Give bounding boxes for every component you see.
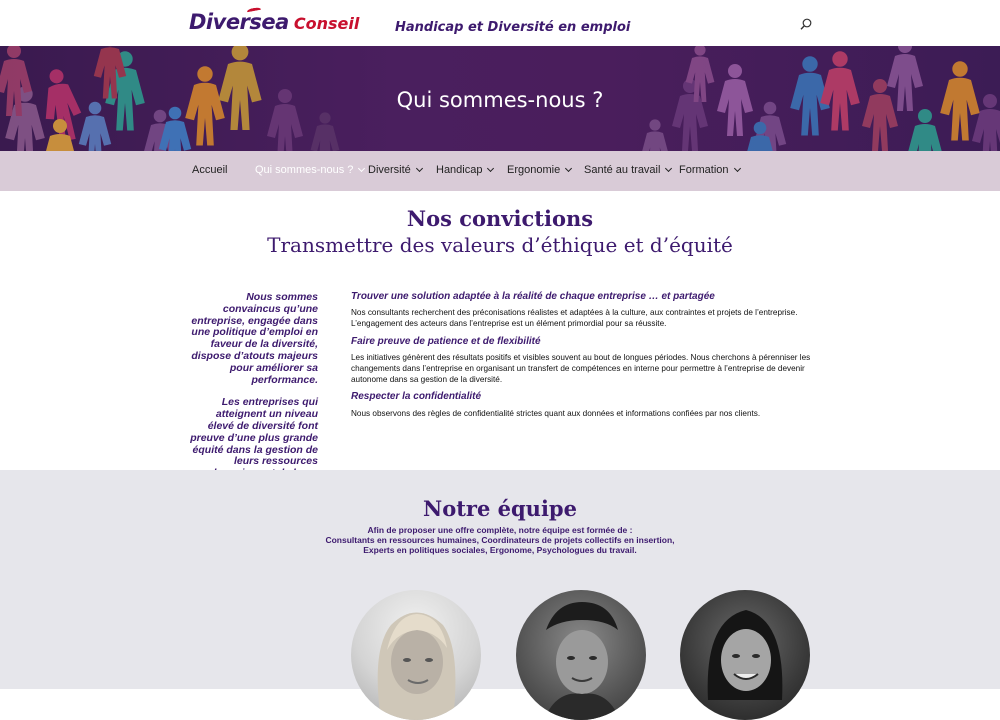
chevron-down-icon [358, 165, 365, 172]
team-description [0, 525, 1000, 555]
nav-item-diversite[interactable] [368, 164, 422, 176]
nav-item-label: Handicap [436, 164, 483, 176]
intro-paragraph: Nous sommes convaincus qu’une entreprise, engagée dans une politique d’emploi en faveur de la diversité, dispose d’atouts majeurs pour améliorer sa performance. [191, 291, 318, 386]
nav-item-accueil[interactable] [192, 164, 227, 176]
site-tagline: Handicap et Diversité en emploi [395, 20, 631, 35]
chevron-down-icon [665, 165, 672, 172]
team-member-photo [680, 590, 810, 720]
convictions-details [351, 291, 811, 425]
search-icon[interactable] [800, 17, 812, 29]
team-title: Notre équipe [423, 496, 577, 521]
team-description-line: Consultants en ressources humaines, Coordinateurs de projets collectifs en insertion, [325, 535, 675, 545]
nav-item-label: Ergonomie [507, 164, 561, 176]
conviction-text: Nos consultants recherchent des préconisations réalistes et adaptées à la culture, aux contraintes et projets de l’entreprise. L’engagement des acteurs dans l’entreprise est un élément primordial pour sa réussite. [351, 308, 798, 329]
nav-item-label: Santé au travail [584, 164, 661, 176]
team-description-line: Afin de proposer une offre complète, notre équipe est formée de : [367, 525, 633, 535]
convictions-title: Nos convictions [406, 206, 594, 231]
intro-paragraph: Les entreprises qui atteignent un niveau élevé de diversité font preuve d’une plus grande équité dans la gestion de leurs ressources [190, 396, 318, 468]
logo-main-text: Diversea [189, 10, 289, 34]
chevron-down-icon [487, 165, 494, 172]
conviction-text: Nous observons des règles de confidentialité strictes quant aux données et informations confiées par nos clients. [351, 408, 761, 418]
chevron-down-icon [733, 165, 740, 172]
logo-sub-text: Conseil [293, 14, 360, 33]
page-title: Qui sommes-nous ? [396, 88, 604, 112]
conviction-heading: Trouver une solution adaptée à la réalité de chaque entreprise … et partagée [351, 291, 715, 302]
chevron-down-icon [565, 165, 572, 172]
nav-item-label: Formation [679, 164, 729, 176]
team-section [0, 470, 1000, 689]
conviction-heading: Faire preuve de patience et de flexibilité [351, 335, 541, 347]
team-member-photo [516, 590, 646, 720]
convictions-subtitle: Transmettre des valeurs d’éthique et d’équité [267, 233, 733, 257]
hero-banner [0, 46, 1000, 151]
team-member-photo [351, 590, 481, 720]
nav-item-label: Accueil [192, 164, 228, 176]
nav-item-sante-au-travail[interactable] [584, 164, 671, 176]
nav-item-label: Diversité [368, 164, 411, 176]
site-logo[interactable] [189, 10, 359, 38]
nav-item-label: Qui sommes-nous ? [255, 164, 354, 176]
conviction-text: Les initiatives génèrent des résultats positifs et visibles souvent au bout de longues périodes. Nous cherchons à pérenniser les changements dans l’entreprise en organisant un transfert de compétences en interne pour permettre à l’entreprise de devenir autonome dans sa gestion de la diversité. [351, 352, 811, 385]
nav-item-formation[interactable] [679, 164, 740, 176]
main-nav [0, 151, 1000, 191]
top-header [0, 0, 1000, 46]
conviction-heading: Respecter la confidentialité [351, 391, 482, 403]
team-description-line: Experts en politiques sociales, Ergonome, Psychologues du travail. [363, 545, 637, 555]
nav-item-ergonomie[interactable] [507, 164, 571, 176]
nav-item-qui-sommes-nous[interactable] [255, 164, 364, 176]
chevron-down-icon [416, 165, 423, 172]
nav-item-handicap[interactable] [436, 164, 493, 176]
